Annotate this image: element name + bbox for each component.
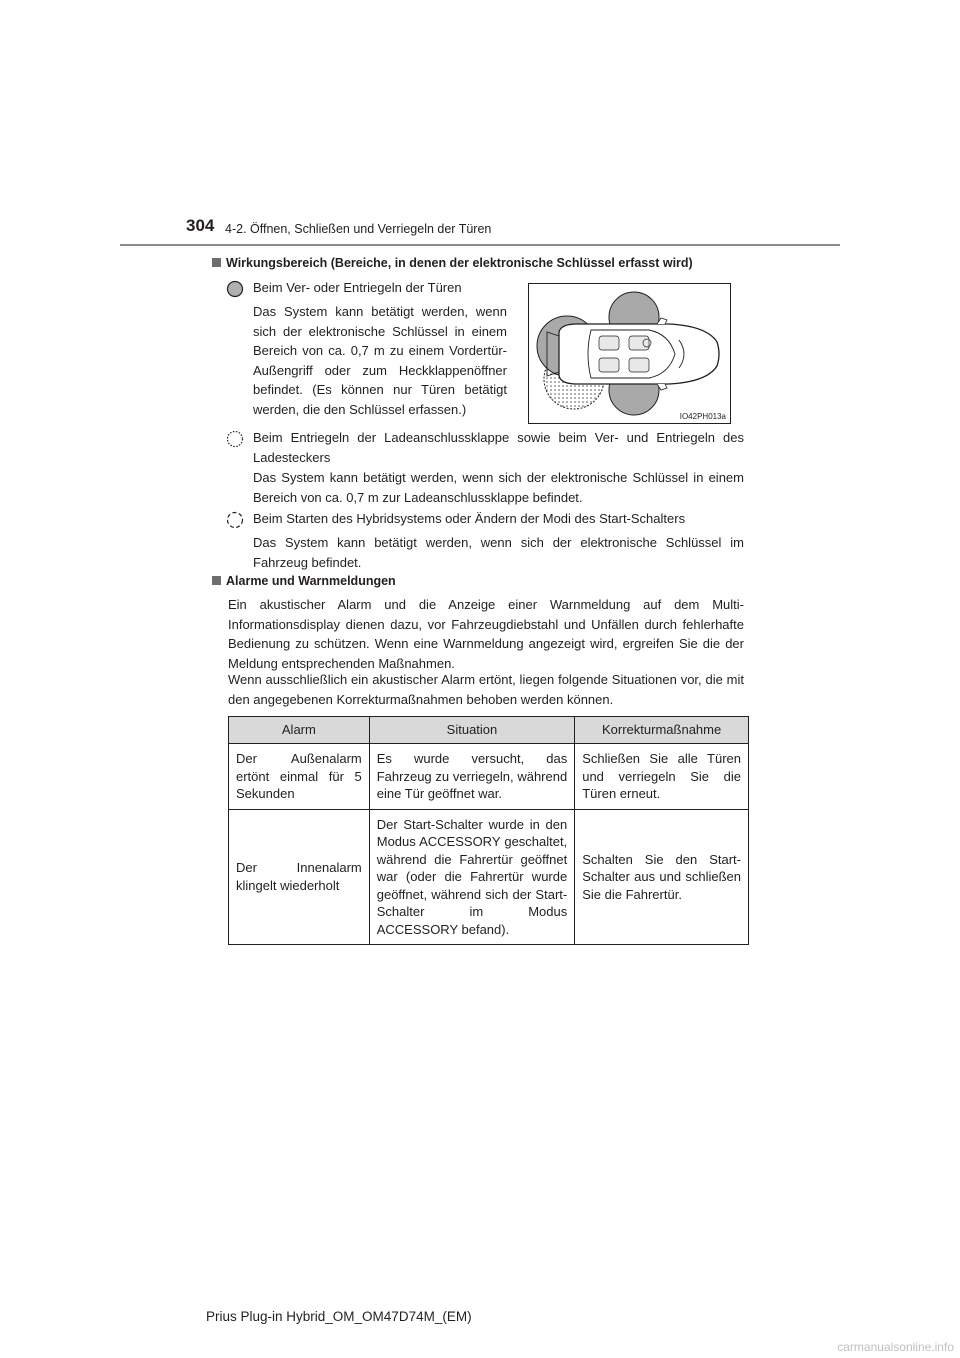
dashed-zone-icon	[226, 511, 244, 529]
item2-title: Beim Entriegeln der Ladeanschlussklappe sowie beim Ver- und Entriegeln des Ladesteckers	[253, 430, 744, 465]
item3-title: Beim Starten des Hybridsystems oder Ändern der Modi des Start-Schalters	[253, 511, 686, 526]
manual-footer-id: Prius Plug-in Hybrid_OM_OM47D74M_(EM)	[206, 1309, 472, 1324]
item3-text: Das System kann betätigt werden, wenn sich der elektronische Schlüssel im Fahrzeug befindet.	[253, 535, 744, 570]
header-divider	[120, 244, 840, 246]
section-heading-range: Wirkungsbereich (Bereiche, in denen der elektronische Schlüssel erfasst wird)	[212, 256, 752, 270]
dotted-zone-icon	[226, 430, 244, 448]
table-row	[229, 809, 749, 945]
square-bullet-icon	[212, 258, 221, 267]
table-header-row	[229, 717, 749, 744]
table-cell: Schalten Sie den Start-Schalter aus und schließen Sie die Fahrertür.	[575, 809, 749, 945]
chapter-title: 4-2. Öffnen, Schließen und Verriegeln der Türen	[225, 222, 492, 236]
square-bullet-icon	[212, 576, 221, 585]
table-cell: Der Außenalarm ertönt einmal für 5 Sekunden	[229, 744, 370, 810]
item1-text: Das System kann betätigt werden, wenn sich der elektronische Schlüssel in einem Bereich von ca. 0,7 m zu einem Vordertür-Außengriff oder zum Heckklappenöffner befindet. (Es können nur Türen betätigt werden, die den Schlüssel erfassen.)	[253, 304, 507, 417]
column-header-correction: Korrekturmaßnahme	[575, 717, 749, 744]
detection-range-figure	[528, 283, 731, 424]
figure-code: IO42PH013a	[679, 412, 726, 421]
section-heading-alarms: Alarme und Warnmeldungen	[212, 574, 752, 588]
table-cell: Der Start-Schalter wurde in den Modus ACCESSORY geschaltet, während die Fahrertür geöffnet war (oder die Fahrertür wurde geöffnet, während sich der Start-Schalter im Modus ACCESSORY befand).	[369, 809, 574, 945]
alarm-table	[228, 716, 749, 945]
car-top-view-illustration	[529, 284, 730, 423]
alarms-paragraph-1: Ein akustischer Alarm und die Anzeige einer Warnmeldung auf dem Multi-Informationsdisplay dienen dazu, vor Fahrzeugdiebstahl und Unfällen durch fehlerhafte Bedienung zu schützen. Wenn eine Warnmeldung angezeigt wird, ergreifen Sie die der Meldung entsprechenden Maßnahmen.	[228, 597, 744, 671]
page-number: 304	[186, 216, 215, 235]
column-header-alarm: Alarm	[229, 717, 370, 744]
table-cell: Der Innenalarm klingelt wiederholt	[229, 809, 370, 945]
table-row	[229, 744, 749, 810]
item2-text: Das System kann betätigt werden, wenn sich der elektronische Schlüssel in einem Bereich von ca. 0,7 m zur Ladeanschlussklappe befindet.	[253, 470, 744, 505]
column-header-situation: Situation	[369, 717, 574, 744]
filled-zone-icon	[226, 280, 244, 298]
item1-title: Beim Ver- oder Entriegeln der Türen	[253, 280, 462, 295]
alarms-paragraph-2: Wenn ausschließlich ein akustischer Alarm ertönt, liegen folgende Situationen vor, die mit den angegebenen Korrekturmaßnahmen behoben werden können.	[228, 672, 744, 707]
watermark: carmanualsonline.info	[837, 1340, 954, 1354]
table-cell: Schließen Sie alle Türen und verriegeln Sie die Türen erneut.	[575, 744, 749, 810]
table-cell: Es wurde versucht, das Fahrzeug zu verriegeln, während eine Tür geöffnet war.	[369, 744, 574, 810]
